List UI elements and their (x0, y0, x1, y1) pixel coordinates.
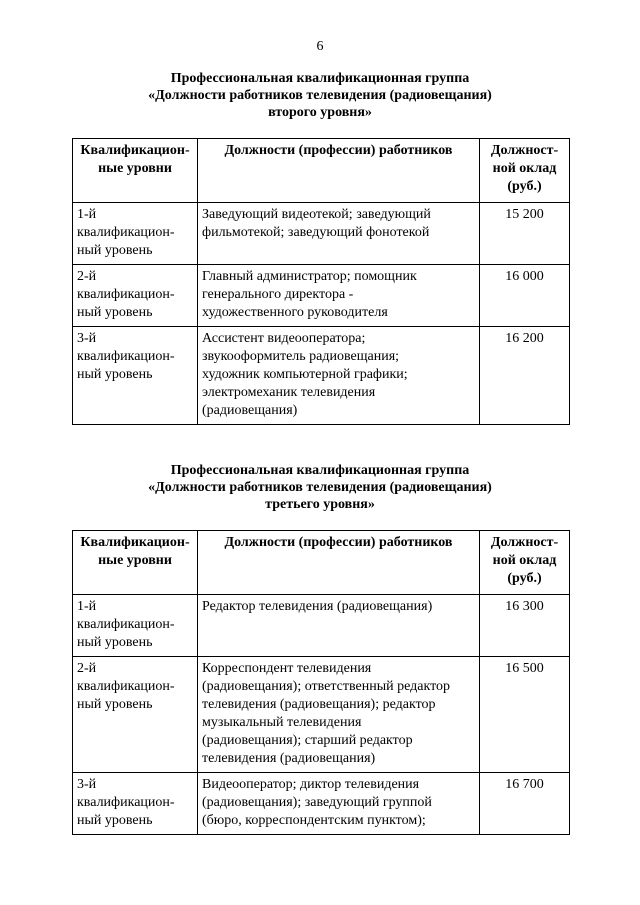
group-2-title-line: Профессиональная квалификационная группа (170, 463, 470, 478)
row-level: 3-й квалификацион- ный уровень (73, 327, 198, 425)
row-positions: Ассистент видеооператора; звукооформитель радиовещания; художник компьютерной графики; электромеханик телевидения (радиовещания) (198, 327, 480, 425)
row-positions: Заведующий видеотекой; заведующий фильмотекой; заведующий фонотекой (198, 203, 480, 265)
header-salary: Должност- ной оклад (руб.) (480, 531, 570, 595)
row-positions: Главный администратор; помощник генерального директора - художественного руководителя (198, 265, 480, 327)
row-positions: Редактор телевидения (радиовещания) (198, 595, 480, 657)
table-header-row (73, 531, 570, 595)
group-2-title-line: третьего уровня» (265, 497, 375, 512)
group-2-title-line: «Должности работников телевидения (радиовещания) (148, 480, 492, 495)
header-salary: Должност- ной оклад (руб.) (480, 139, 570, 203)
group-2-title (0, 462, 640, 513)
table-row (73, 657, 570, 773)
table-header-row (73, 139, 570, 203)
group-2-table (72, 530, 570, 835)
group-1-title-line: «Должности работников телевидения (радиовещания) (148, 88, 492, 103)
row-level: 2-й квалификацион- ный уровень (73, 657, 198, 773)
group-1-table (72, 138, 570, 425)
table-row (73, 203, 570, 265)
row-positions: Видеооператор; диктор телевидения (радиовещания); заведующий группой (бюро, корреспондентским пунктом); (198, 773, 480, 835)
row-level: 3-й квалификацион- ный уровень (73, 773, 198, 835)
row-level: 1-й квалификацион- ный уровень (73, 595, 198, 657)
row-salary: 15 200 (480, 203, 570, 265)
row-level: 2-й квалификацион- ный уровень (73, 265, 198, 327)
table-row (73, 773, 570, 835)
header-positions: Должности (профессии) работников (198, 531, 480, 595)
page-number: 6 (316, 39, 324, 54)
header-level: Квалификацион- ные уровни (73, 531, 198, 595)
group-1-title-line: второго уровня» (268, 105, 372, 120)
row-salary: 16 700 (480, 773, 570, 835)
group-1-title (0, 70, 640, 121)
row-salary: 16 000 (480, 265, 570, 327)
row-positions: Корреспондент телевидения (радиовещания); ответственный редактор телевидения (радиовещания); редактор музыкальный телевидения (радиовещания); старший редактор телевидения (радиовещания) (198, 657, 480, 773)
table-row (73, 595, 570, 657)
table-row (73, 327, 570, 425)
header-level: Квалификацион- ные уровни (73, 139, 198, 203)
row-salary: 16 300 (480, 595, 570, 657)
table-row (73, 265, 570, 327)
row-salary: 16 500 (480, 657, 570, 773)
header-positions: Должности (профессии) работников (198, 139, 480, 203)
row-level: 1-й квалификацион- ный уровень (73, 203, 198, 265)
group-1-title-line: Профессиональная квалификационная группа (170, 71, 470, 86)
row-salary: 16 200 (480, 327, 570, 425)
